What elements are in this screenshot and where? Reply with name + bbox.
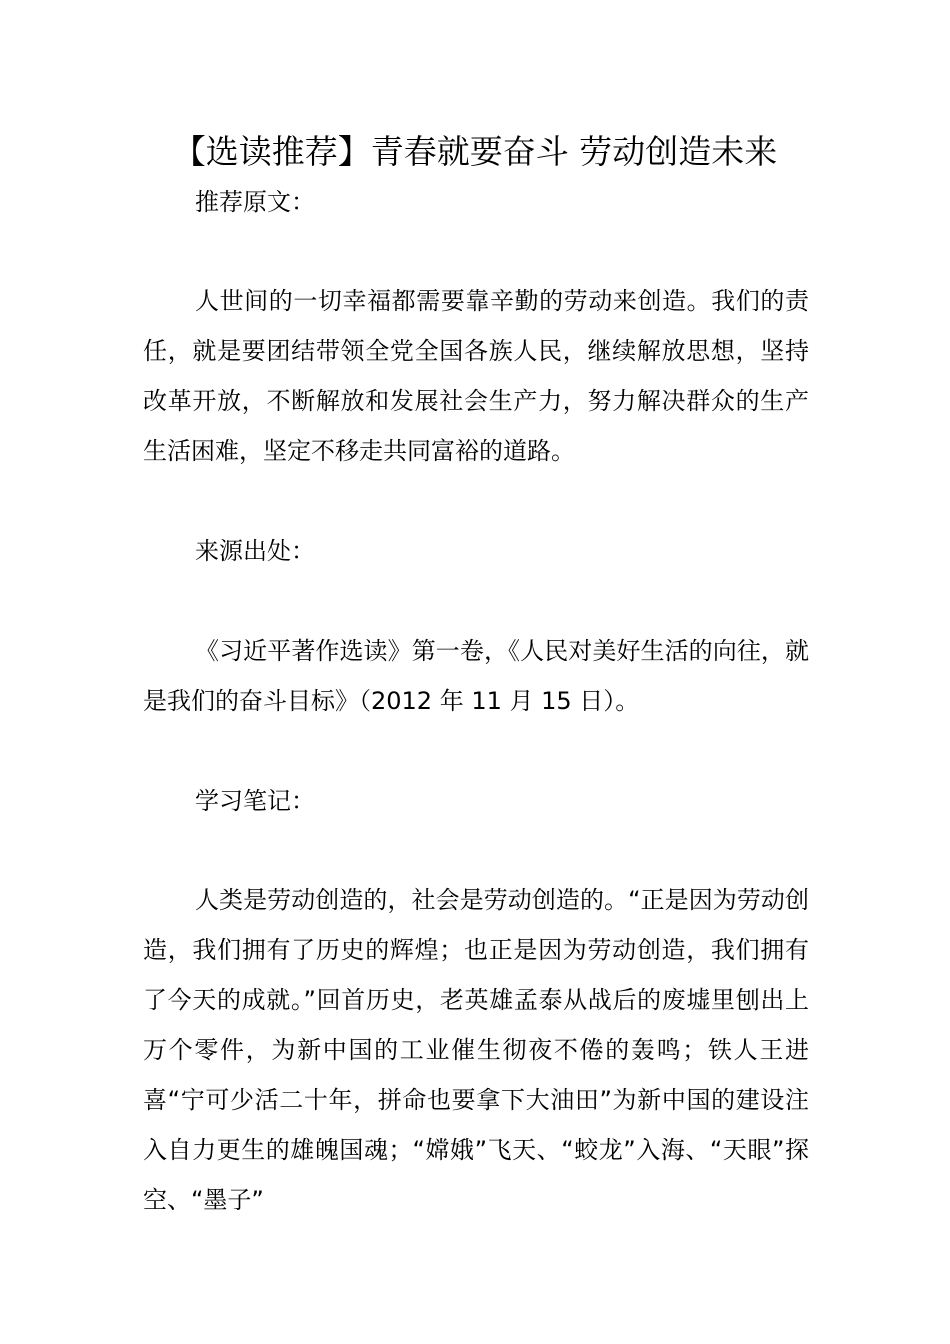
document-title: 【选读推荐】青春就要奋斗 劳动创造未来 xyxy=(172,132,778,171)
notes-paragraph: 人类是劳动创造的，社会是劳动创造的。“正是因为劳动创造，我们拥有了历史的辉煌；也正是因为劳动创造，我们拥有了今天的成就。”回首历史，老英雄孟泰从战后的废墟里刨出上万个零件，为新中国的工业催生彻夜不倦的轰鸣；铁人王进喜“宁可少活二十年，拼命也要拿下大油田”为新中国的建设注入自力更生的雄魄国魂；“嫦娥”飞天、“蛟龙”入海、“天眼”探空、“墨子” xyxy=(143,886,809,1214)
section-label-notes: 学习笔记： xyxy=(195,787,315,815)
section-label-original: 推荐原文： xyxy=(195,188,315,216)
source-paragraph: 《习近平著作选读》第一卷，《人民对美好生活的向往，就是我们的奋斗目标》（2012 年 11 月 15 日）。 xyxy=(143,637,809,715)
original-paragraph: 人世间的一切幸福都需要靠辛勤的劳动来创造。我们的责任，就是要团结带领全党全国各族人民，继续解放思想，坚持改革开放，不断解放和发展社会生产力，努力解决群众的生产生活困难，坚定不移走共同富裕的道路。 xyxy=(143,287,809,465)
section-label-source: 来源出处： xyxy=(195,537,315,565)
